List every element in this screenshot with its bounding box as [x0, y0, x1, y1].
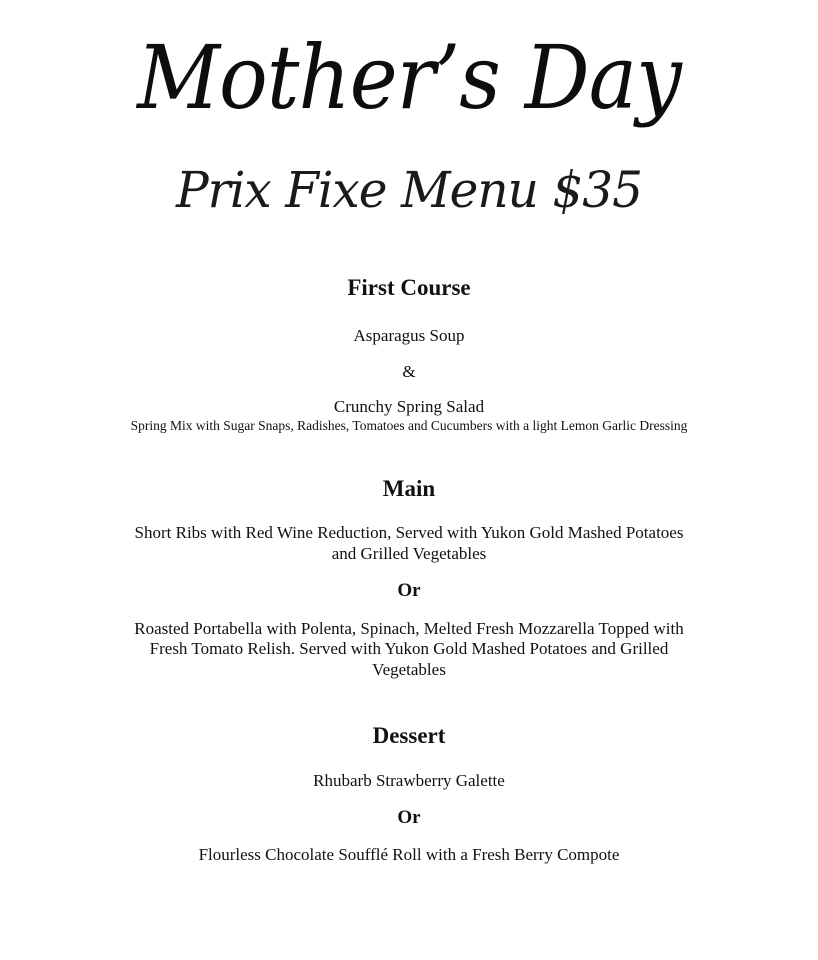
first-course-salad-description: Spring Mix with Sugar Snaps, Radishes, Tomatoes and Cucumbers with a light Lemon Garlic Dressing [130, 418, 688, 433]
first-course-salad: Crunchy Spring Salad [333, 397, 485, 416]
dessert-option2: Flourless Chocolate Soufflé Roll with a Fresh Berry Compote [198, 845, 620, 864]
main-option1-line2: and Grilled Vegetables [331, 544, 487, 563]
first-course-soup: Asparagus Soup [353, 326, 465, 345]
main-option1-line1: Short Ribs with Red Wine Reduction, Served with Yukon Gold Mashed Potatoes [134, 523, 684, 542]
first-course-heading: First Course [347, 275, 471, 300]
menu-subtitle: Prix Fixe Menu $35 [175, 161, 643, 219]
main-or: Or [397, 580, 421, 601]
main-option2-line3: Vegetables [372, 660, 446, 679]
dessert-heading: Dessert [372, 723, 446, 748]
main-heading: Main [382, 476, 436, 501]
main-option2-line2: Fresh Tomato Relish. Served with Yukon Gold Mashed Potatoes and Grilled [149, 639, 669, 658]
first-course-ampersand: & [402, 362, 416, 381]
dessert-or: Or [397, 807, 421, 828]
dessert-option1: Rhubarb Strawberry Galette [313, 771, 505, 790]
main-option2-line1: Roasted Portabella with Polenta, Spinach, Melted Fresh Mozzarella Topped with [134, 619, 684, 638]
menu-title: Mother’s Day [137, 26, 681, 129]
